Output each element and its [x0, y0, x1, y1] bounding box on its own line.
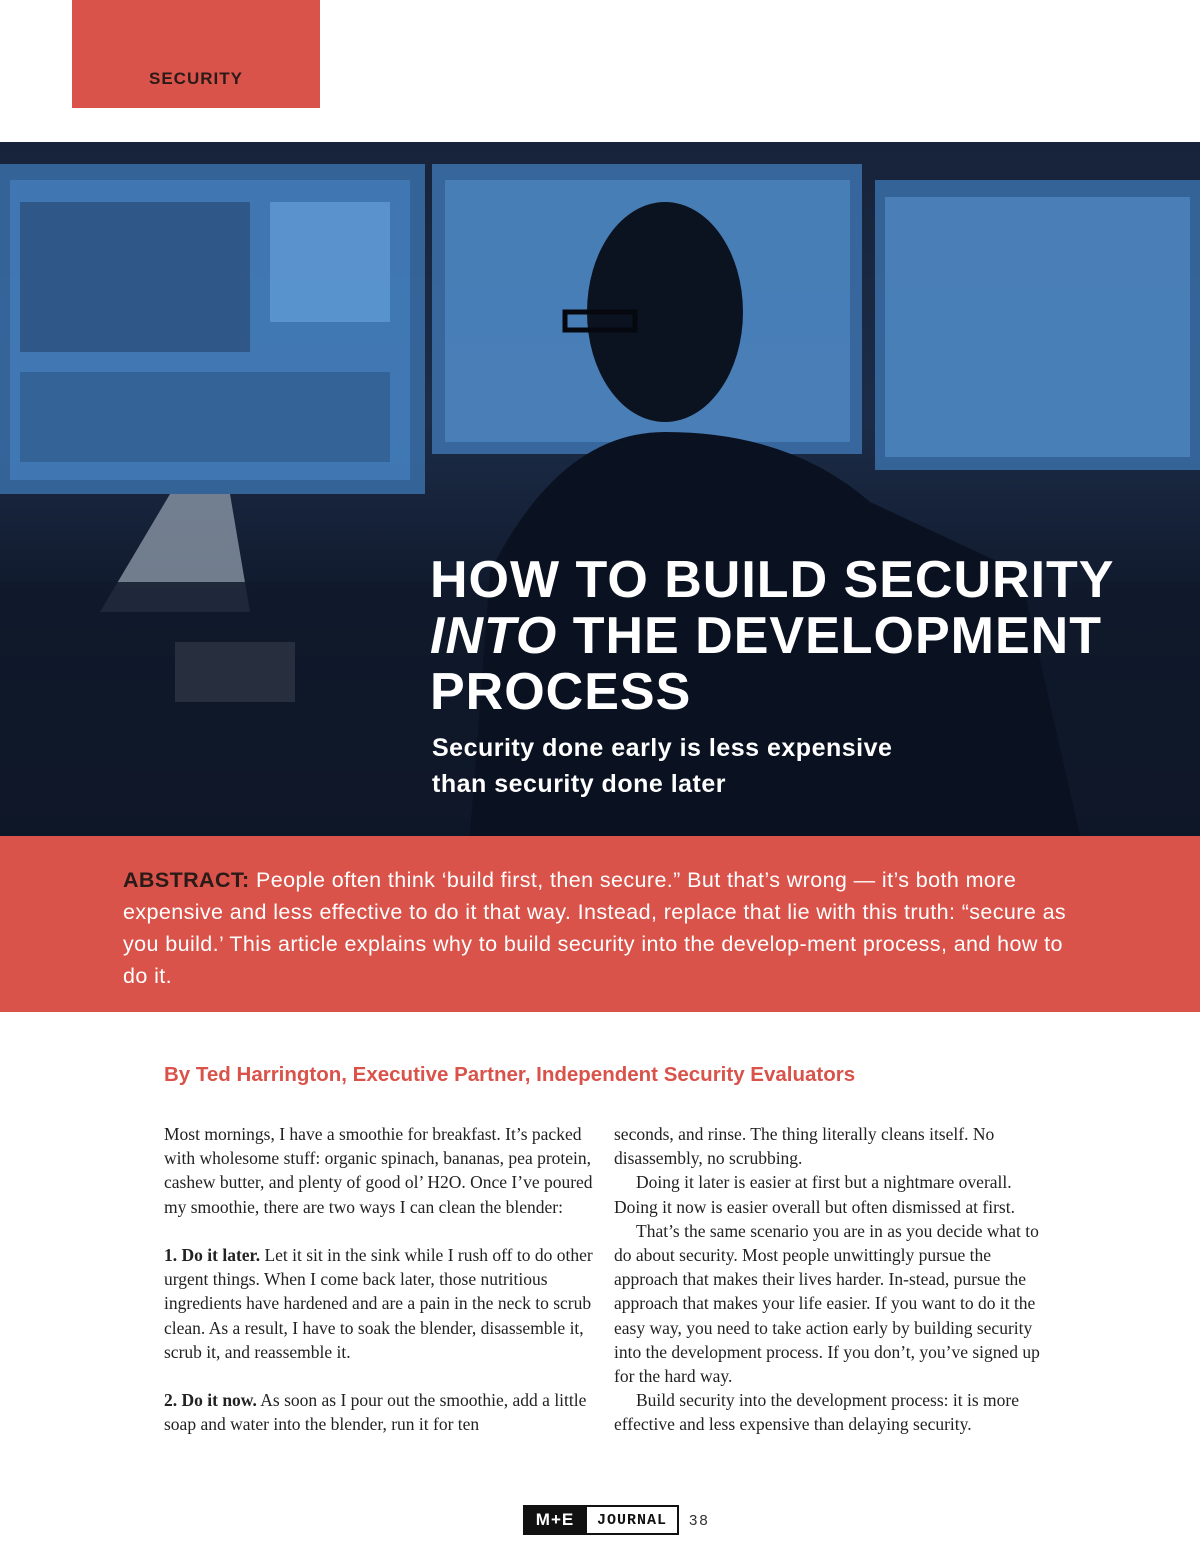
me-logo: M+E — [523, 1505, 587, 1535]
hero-image — [0, 142, 1200, 836]
page-footer — [523, 1505, 710, 1535]
author-byline: By Ted Harrington, Executive Partner, Independent Security Evaluators — [164, 1063, 856, 1086]
body-column-left — [164, 1122, 596, 1437]
body-paragraph: Doing it later is easier at first but a nightmare overall. Doing it now is easier overall but often dismissed at first. — [614, 1172, 1015, 1217]
body-column-right — [614, 1122, 1046, 1437]
paragraph-text: Let it sit in the sink while I rush off to do other urgent things. When I come back later, those nutritious ingredients have hardened and are a pain in the neck to scrub clean. As a result, I have to soak the blender, disassemble it, scrub it, and reassemble it. — [164, 1245, 593, 1362]
title-line-2: THE DEVELOPMENT — [557, 607, 1102, 665]
body-paragraph: Most mornings, I have a smoothie for breakfast. It’s packed with wholesome stuff: organic spinach, bananas, pea protein, cashew butter, and plenty of good ol’ H2O. Once I’ve poured my smoothie, there are two ways I can clean the blender: — [164, 1124, 593, 1217]
article-subtitle: Security done early is less expensive than security done later — [432, 734, 893, 798]
abstract-lead: ABSTRACT: — [123, 868, 250, 892]
section-tag — [72, 0, 320, 108]
body-paragraph — [164, 1388, 596, 1436]
body-paragraph: seconds, and rinse. The thing literally cleans itself. No disassembly, no scrubbing. — [614, 1124, 995, 1169]
paragraph-lead: 1. Do it later. — [164, 1245, 261, 1265]
body-paragraph — [164, 1243, 596, 1364]
paragraph-text: As soon as I pour out the smoothie, add a little soap and water into the blender, run it for ten — [164, 1390, 587, 1435]
body-paragraph: That’s the same scenario you are in as you decide what to do about security. Most people unwittingly pursue the approach that makes their lives harder. In-stead, pursue the approach that makes your life easier. If you want to do it the easy way, you need to take action early by building security into the development process. If you don’t, you’ve signed up for the hard way. — [614, 1220, 1040, 1387]
abstract-text — [123, 864, 1083, 992]
title-line-3: PROCESS — [430, 663, 692, 721]
title-italic-word: INTO — [430, 607, 558, 665]
page-number: 38 — [689, 1511, 710, 1529]
article-title — [430, 552, 1114, 720]
paragraph-lead: 2. Do it now. — [164, 1390, 257, 1411]
body-paragraph: Build security into the development process: it is more effective and less expensive than delaying security. — [614, 1390, 1019, 1435]
journal-label: JOURNAL — [587, 1505, 679, 1535]
section-tag-label: SECURITY — [149, 69, 243, 88]
abstract-body: People often think ‘build first, then secure.” But that’s wrong — it’s both more expensive and less effective to do it that way. Instead, replace that lie with this truth: “secure as you build.’ This article explains why to build security into the develop-ment process, and how to do it. — [123, 868, 1067, 988]
abstract-box — [0, 836, 1200, 1012]
title-line-1: HOW TO BUILD SECURITY — [430, 551, 1115, 609]
